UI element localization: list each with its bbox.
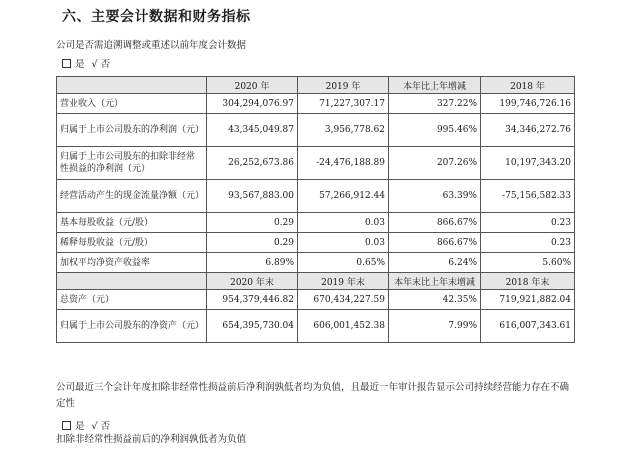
section-title: 六、主要会计数据和财务指标 <box>62 9 251 25</box>
cell-2019: -24,476,188.89 <box>298 147 389 180</box>
cell-2020: 6.89% <box>207 253 298 273</box>
cell-2018: 0.23 <box>481 233 575 253</box>
table2-header-row <box>57 273 575 290</box>
table-row <box>57 213 575 233</box>
cell-2018: 0.23 <box>481 213 575 233</box>
cell-2020: 0.29 <box>207 213 298 233</box>
restate-yes-label: 是 <box>75 59 85 70</box>
cell-2019: 57,266,912.44 <box>298 180 389 213</box>
table1-header-row <box>57 77 575 94</box>
restate-options <box>62 56 110 70</box>
row-label: 营业收入（元） <box>57 94 207 114</box>
cell-change: 866.67% <box>389 213 481 233</box>
cell-change: 7.99% <box>389 310 481 343</box>
table-row <box>57 180 575 213</box>
table-row <box>57 290 575 310</box>
table1-header-blank <box>57 77 207 94</box>
going-concern-options <box>62 418 110 432</box>
cell-2020-end: 654,395,730.04 <box>207 310 298 343</box>
cell-2019: 3,956,778.62 <box>298 114 389 147</box>
cell-change: 207.26% <box>389 147 481 180</box>
table1-header-2018: 2018 年 <box>481 77 575 94</box>
table2-header-change: 本年末比上年末增减 <box>389 273 481 290</box>
cell-2020: 304,294,076.97 <box>207 94 298 114</box>
cell-2018: -75,156,582.33 <box>481 180 575 213</box>
going-concern-yes-label: 是 <box>75 421 85 432</box>
cell-2020: 26,252,673.86 <box>207 147 298 180</box>
cell-2019-end: 670,434,227.59 <box>298 290 389 310</box>
table-row <box>57 94 575 114</box>
table1-header-2019: 2019 年 <box>298 77 389 94</box>
restate-no-label: 否 <box>100 59 111 70</box>
cell-2019: 0.03 <box>298 213 389 233</box>
checkbox-yes-icon <box>62 59 71 68</box>
cell-change: 866.67% <box>389 233 481 253</box>
table-row <box>57 233 575 253</box>
cell-2018-end: 616,007,343.61 <box>481 310 575 343</box>
cell-2020: 43,345,049.87 <box>207 114 298 147</box>
table-row <box>57 147 575 180</box>
financial-data-table <box>56 76 575 343</box>
cell-2018: 34,346,272.76 <box>481 114 575 147</box>
footer-line: 扣除非经常性损益前后的净利润孰低者为负值 <box>56 434 247 445</box>
cell-2019: 0.65% <box>298 253 389 273</box>
row-label: 总资产（元） <box>57 290 207 310</box>
table-row <box>57 310 575 343</box>
row-label: 加权平均净资产收益率 <box>57 253 207 273</box>
cell-change: 327.22% <box>389 94 481 114</box>
cell-2020-end: 954,379,446.82 <box>207 290 298 310</box>
table1-header-change: 本年比上年增减 <box>389 77 481 94</box>
table2-header-blank <box>57 273 207 290</box>
table-row <box>57 114 575 147</box>
cell-2020: 0.29 <box>207 233 298 253</box>
cell-change: 63.39% <box>389 180 481 213</box>
row-label: 归属于上市公司股东的净资产（元） <box>57 310 207 343</box>
table2-header-2020-end: 2020 年末 <box>207 273 298 290</box>
going-concern-no-label: 否 <box>100 421 111 432</box>
going-concern-question: 公司最近三个会计年度扣除非经常性损益前后净利润孰低者均为负值，且最近一年审计报告显示公司持续经营能力存在不确定性 <box>56 382 570 409</box>
restate-check-mark: √ <box>91 59 98 70</box>
restate-question: 公司是否需追溯调整或重述以前年度会计数据 <box>56 40 247 51</box>
cell-2019: 0.03 <box>298 233 389 253</box>
cell-change: 995.46% <box>389 114 481 147</box>
row-label: 基本每股收益（元/股） <box>57 213 207 233</box>
cell-2018: 5.60% <box>481 253 575 273</box>
cell-2018: 199,746,726.16 <box>481 94 575 114</box>
checkbox-yes-icon <box>62 421 71 430</box>
cell-2018: 10,197,343.20 <box>481 147 575 180</box>
table1-header-2020: 2020 年 <box>207 77 298 94</box>
row-label: 归属于上市公司股东的扣除非经常性损益的净利润（元） <box>57 147 207 180</box>
cell-2019: 71,227,307.17 <box>298 94 389 114</box>
table-row <box>57 253 575 273</box>
cell-2020: 93,567,883.00 <box>207 180 298 213</box>
cell-2018-end: 719,921,882.04 <box>481 290 575 310</box>
row-label: 稀释每股收益（元/股） <box>57 233 207 253</box>
table2-header-2019-end: 2019 年末 <box>298 273 389 290</box>
cell-change: 42.35% <box>389 290 481 310</box>
cell-change: 6.24% <box>389 253 481 273</box>
table2-header-2018-end: 2018 年末 <box>481 273 575 290</box>
row-label: 归属于上市公司股东的净利润（元） <box>57 114 207 147</box>
going-concern-check-mark: √ <box>91 421 98 432</box>
row-label: 经营活动产生的现金流量净额（元） <box>57 180 207 213</box>
cell-2019-end: 606,001,452.38 <box>298 310 389 343</box>
